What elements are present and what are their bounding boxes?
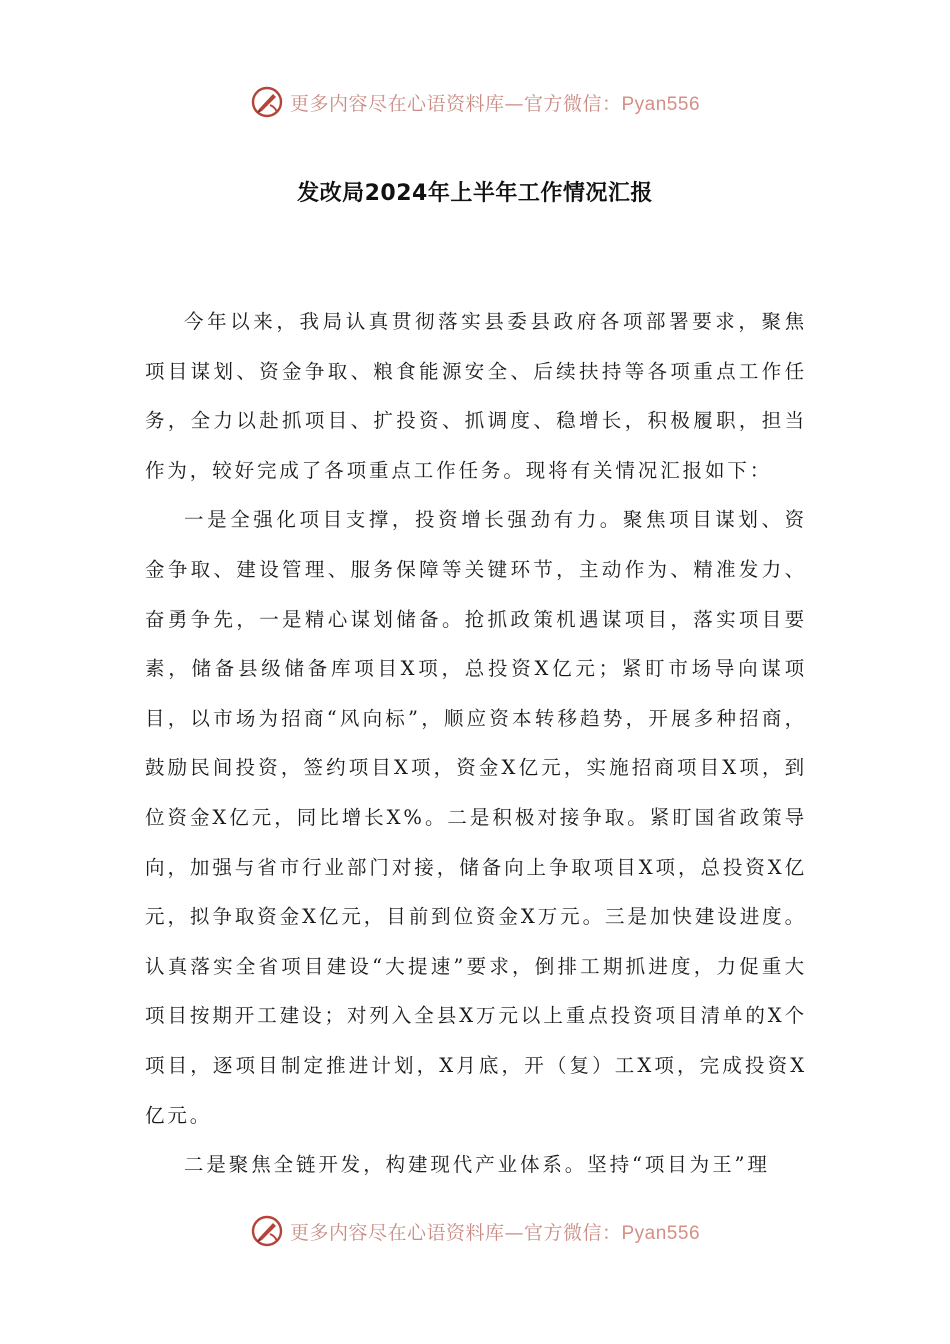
wechat-id: Pyan556: [621, 93, 701, 115]
paragraph: 二是聚焦全链开发，构建现代产业体系。坚持“项目为王”理: [184, 1153, 770, 1177]
watermark-text: 更多内容尽在心语资料库—官方微信：Pyan556: [289, 92, 701, 115]
header-watermark: [0, 82, 950, 122]
document-title: 发改局2024年上半年工作情况汇报: [297, 181, 653, 206]
pen-circle-logo-icon: [250, 85, 284, 119]
paragraph: 一是全强化项目支撑，投资增长强劲有力。聚焦项目谋划、资金争取、建设管理、服务保障等关键环节，主动作为、精准发力、奋勇争先，一是精心谋划储备。抢抓政策机遇谋项目，落实项目要素，储备县级储备库项目X项，总投资X亿元；紧盯市场导向谋项目，以市场为招商“风向标”，顺应资本转移趋势，开展多种招商，鼓励民间投资，签约项目X项，资金X亿元，实施招商项目X项，到位资金X亿元，同比增长X%。二是积极对接争取。紧盯国省政策导向，加强与省市行业部门对接，储备向上争取项目X项，总投资X亿元，拟争取资金X亿元，目前到位资金X万元。三是加快建设进度。认真落实全省项目建设“大提速”要求，倒排工期抓进度，力促重大项目按期开工建设；对列入全县X万元以上重点投资项目清单的X个项目，逐项目制定推进计划，X月底，开（复）工X项，完成投资X亿元。: [145, 508, 807, 1127]
wechat-id: Pyan556: [621, 1222, 701, 1244]
pen-circle-logo-icon: [250, 1214, 284, 1248]
paragraph: 今年以来，我局认真贯彻落实县委县政府各项部署要求，聚焦项目谋划、资金争取、粮食能源安全、后续扶持等各项重点工作任务，全力以赴抓项目、扩投资、抓调度、稳增长，积极履职，担当作为，较好完成了各项重点工作任务。现将有关情况汇报如下：: [145, 310, 807, 482]
watermark-text: 更多内容尽在心语资料库—官方微信：Pyan556: [289, 1221, 701, 1244]
footer-watermark: [0, 1211, 950, 1251]
document-body: [145, 297, 807, 1190]
